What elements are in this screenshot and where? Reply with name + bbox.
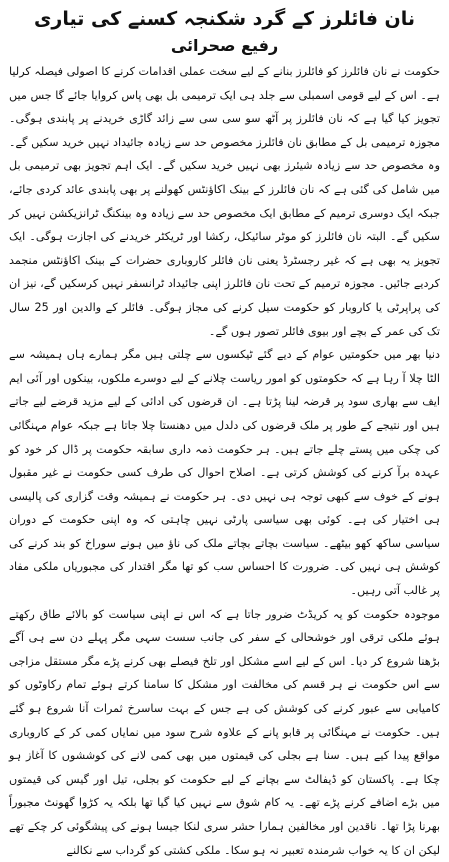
article-paragraph: حکومت نے نان فائلرز کو فائلرز بنانے کے لیے سخت عملی اقدامات کرنے کا اصولی فیصلہ کرلیا ہے۔ اس کے لیے قومی اسمبلی سے جلد ہی ایک ترمیمی بل بھی پاس کروایا جائے گا جس میں تجویز کیا گیا ہے کہ نان فائلرز پر آٹھ سو سی سی سے زائد گاڑی خریدنے پر پابندی ہوگی۔ مجوزہ ترمیمی بل کے مطابق نان فائلرز مخصوص حد سے زیادہ جائیداد نہیں خرید سکیں گے۔ وہ مخصوص حد سے زیادہ شیئرز بھی نہیں خرید سکیں گے۔ ایک اہم تجویز بھی ترمیمی بل میں شامل کی گئی ہے کہ نان فائلرز کے بینک اکاؤنٹس کھولنے پر بھی پابندی عائد کردی جائے، جبکہ ایک دوسری ترمیم کے مطابق ایک مخصوص حد سے زیادہ وہ بینکنگ ٹرانزیکشن نہیں کر سکیں گے۔ البتہ نان فائلرز کو موٹر سائیکل، رکشا اور ٹریکٹر خریدنے کی اجازت ہوگی۔ ایک تجویز یہ بھی ہے کہ غیر رجسٹرڈ یعنی نان فائلر کاروباری حضرات کے بینک اکاؤنٹس منجمد کردیے جائیں۔ مجوزہ ترمیم کے تحت نان فائلرز اپنی جائیداد ٹرانسفر نہیں کرسکیں گے، نیز ان کی پراپرٹی یا کاروبار کو حکومت سیل کرنے کی مجاز ہوگی۔ فائلر کے والدین اور 25 سال تک کی عمر کے بچے اور بیوی فائلر تصور ہوں گے۔ <box>9 65 440 338</box>
article-paragraph: دنیا بھر میں حکومتیں عوام کے دیے گئے ٹیکسوں سے چلتی ہیں مگر ہمارے ہاں ہمیشہ سے الٹا چلا آ رہا ہے کہ حکومتوں کو امور ریاست چلانے کے لیے دوسرے ملکوں، بینکوں اور آئی ایم ایف سے بھاری سود پر قرضہ لینا پڑتا ہے۔ ان قرضوں کی ادائی کے لیے مزید قرضے لیے جاتے ہیں اور نتیجے کے طور پر ملک قرضوں کی دلدل میں دھنستا چلا جاتا ہے جبکہ عوام مہنگائی کی چکی میں پستے چلے جاتے ہیں۔ ہر حکومت ذمہ داری سابقہ حکومت پر ڈال کر خود کو عہدہ برآ کرنے کی کوشش کرتی ہے۔ اصلاح احوال کی طرف کسی حکومت نے غیر مقبول ہونے کے خوف سے کبھی توجہ ہی نہیں دی۔ ہر حکومت نے ہمیشہ وقت گزاری کی پالیسی ہی اختیار کی ہے۔ کوئی بھی سیاسی پارٹی نہیں چاہتی کہ وہ اپنی حکومت کے دوران سیاسی ساکھ کھو بیٹھے۔ سیاست بچاتے بچاتے ملک کی ناؤ میں ہونے سوراخ کو بند کرنے کی کوشش ہی نہیں کی۔ ضرورت کا احساس سب کو تھا مگر اقتدار کی مجبوریاں ملکی مفاد پر غالب آتی رہیں۔ <box>9 348 440 598</box>
article-paragraph: موجودہ حکومت کو یہ کریڈٹ ضرور جاتا ہے کہ اس نے اپنی سیاست کو بالائے طاق رکھتے ہوئے ملکی ترقی اور خوشحالی کے سفر کی جانب سست سہی مگر پہلے دن سے ہی آگے بڑھنا شروع کر دیا۔ اس کے لیے اسے مشکل اور تلخ فیصلے بھی کرنے پڑے مگر مستقل مزاجی سے اس حکومت نے ہر قسم کی مخالفت اور مشکل کا سامنا کرتے ہوئے تمام رکاوٹوں کو کامیابی سے عبور کرنے کی کوشش کی ہے جس کے بہت ساسرخ ثمرات آنا شروع ہو گئے ہیں۔ حکومت نے مہنگائی پر قابو پانے کے علاوہ شرح سود میں نمایاں کمی کر کے کاروباری مواقع پیدا کیے ہیں۔ سنا ہے بجلی کی قیمتوں میں بھی کمی لانے کی کوششوں کا آغاز ہو چکا ہے۔ پاکستان کو ڈیفالٹ سے بچانے کے لیے حکومت کو بجلی، تیل اور گیس کی قیمتوں میں بڑے اضافے کرنے پڑے تھے۔ یہ کام شوق سے نہیں کیا گیا تھا بلکہ یہ کڑوا گھونٹ مجبوراً بھرنا پڑا تھا۔ ناقدین اور مخالفین ہمارا حشر سری لنکا جیسا ہونے کی پیشگوئی کر چکے تھے لیکن ان کا یہ خواب شرمندہ تعبیر نہ ہو سکا۔ ملکی کشتی کو گرداب سے نکالنے <box>9 607 440 857</box>
article-headline: نان فائلرز کے گرد شکنجہ کسنے کی تیاری <box>33 8 416 30</box>
article-body <box>9 60 440 862</box>
article-author: رفیع صحرائی <box>170 36 279 55</box>
